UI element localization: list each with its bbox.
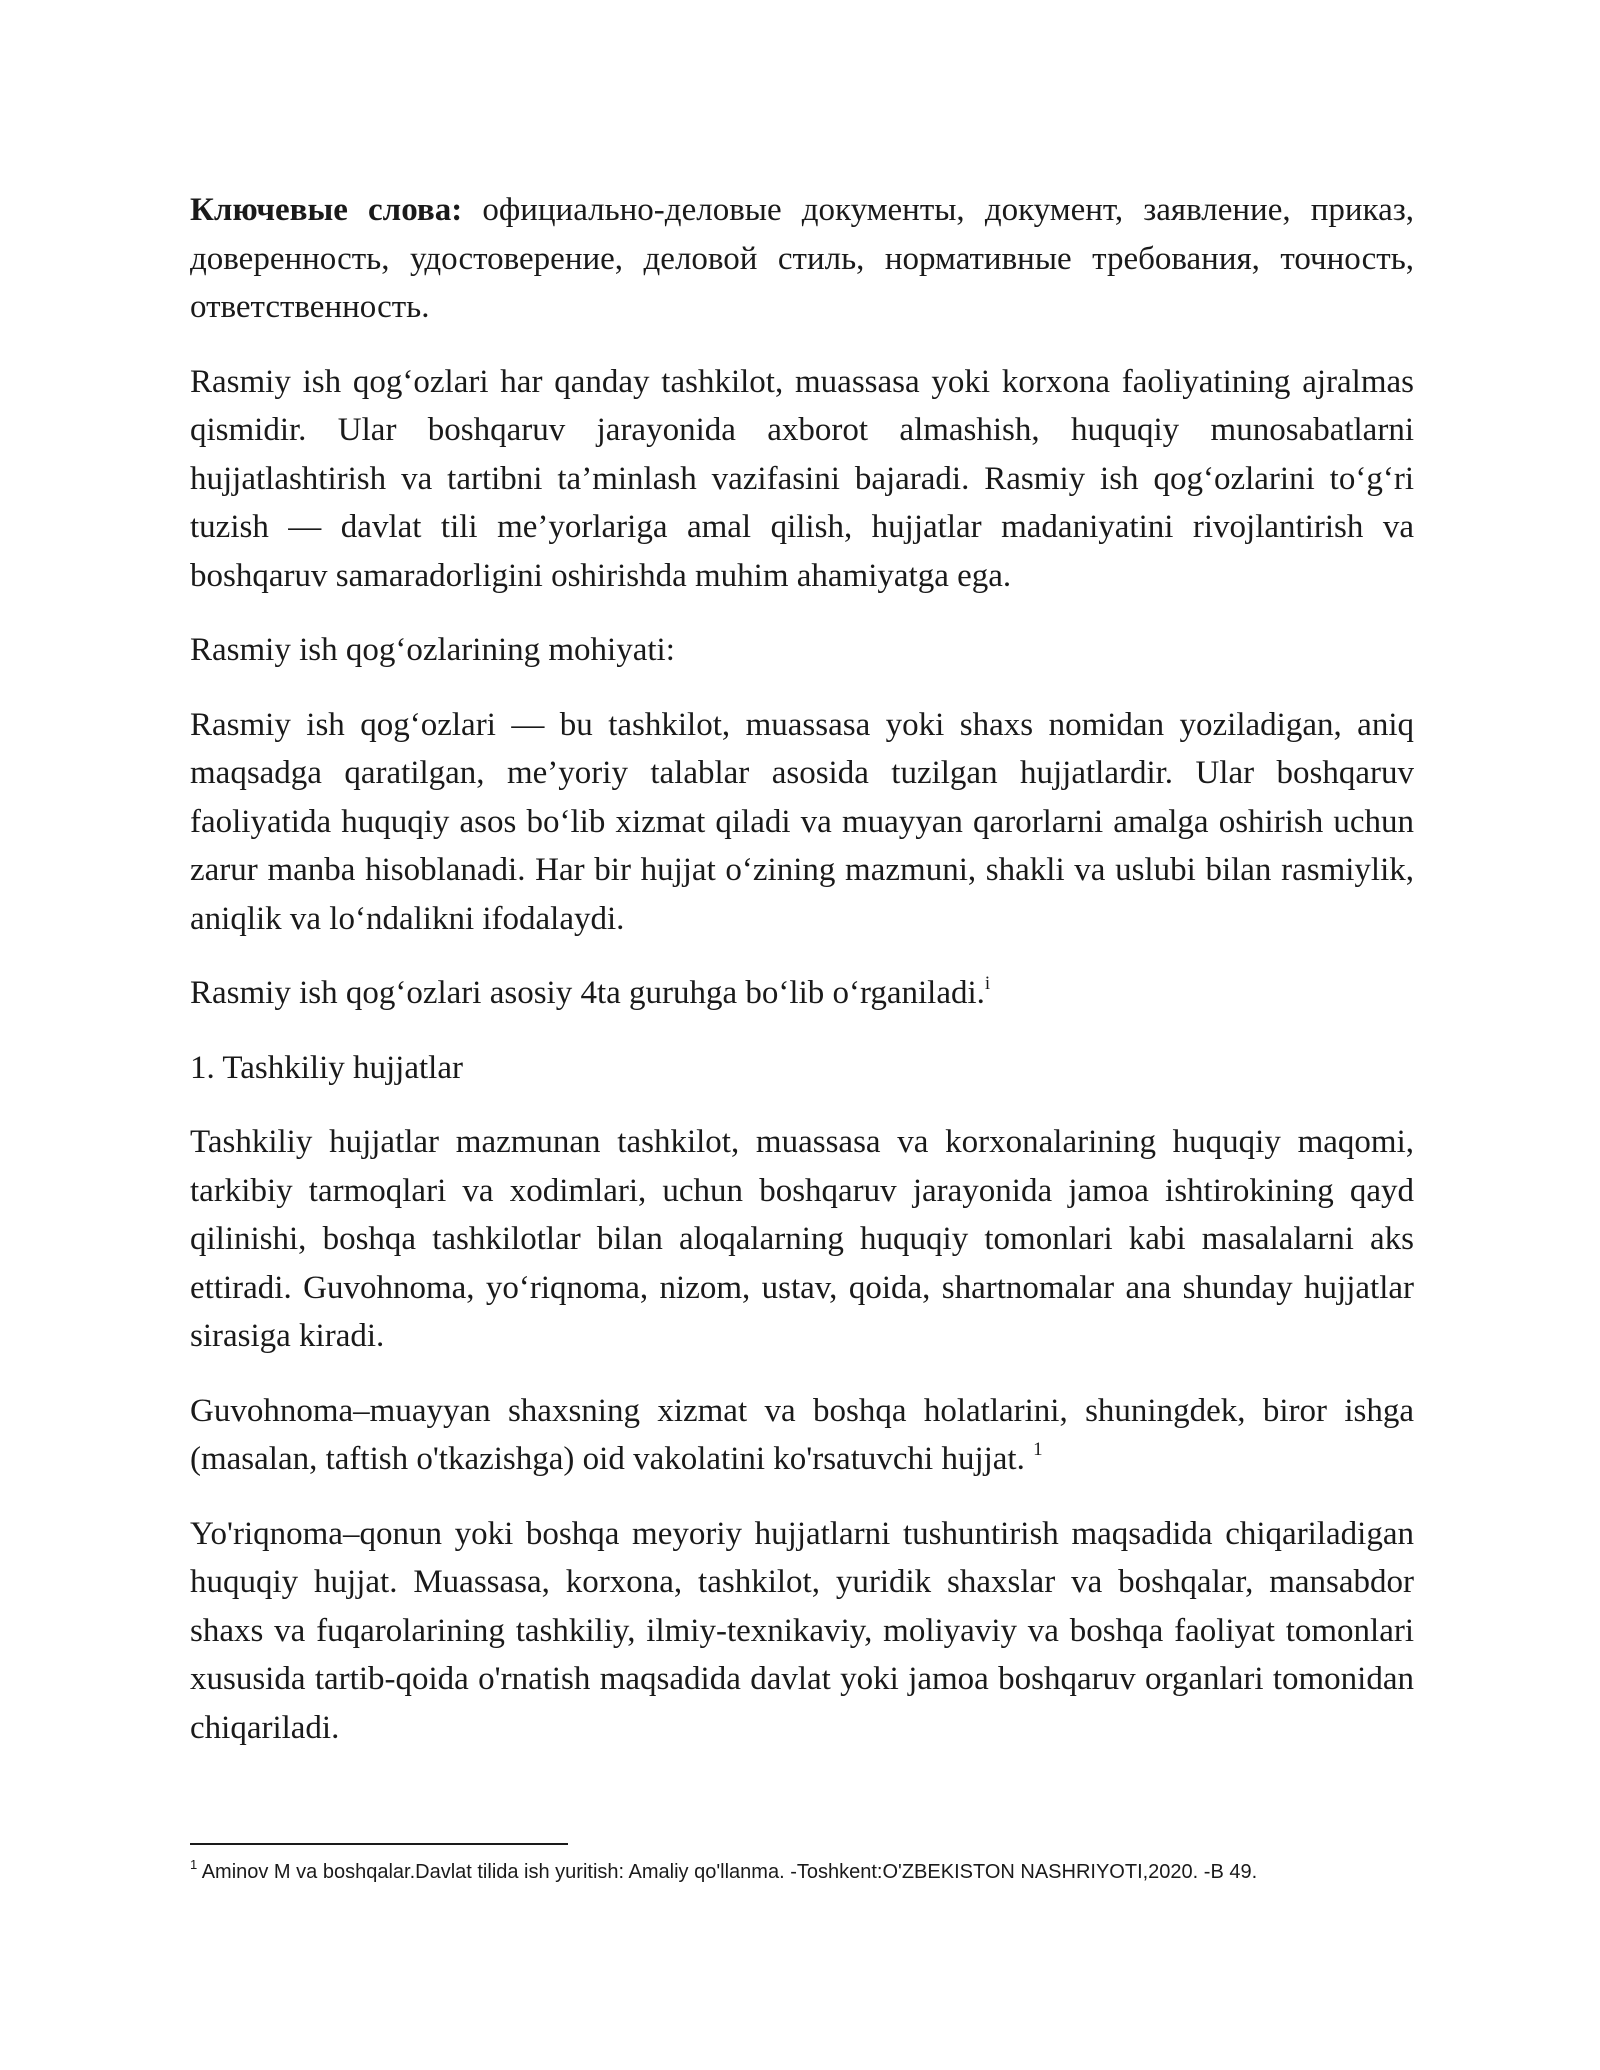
footnote — [190, 1858, 1490, 1886]
footnote-text: Aminov M va boshqalar.Davlat tilida ish yuritish: Amaliy qo'llanma. -Toshkent:O'ZBEKISTON NASHRIYOTI,2020. -B 49. — [197, 1861, 1258, 1883]
section-paragraph: Tashkiliy hujjatlar mazmunan tashkilot, muassasa va korxonalarining huquqiy maqomi, tarkibiy tarmoqlari va xodimlari, uchun boshqaruv jarayonida jamoa ishtirokining qayd qilinishi, boshqa tashkilotlar bilan aloqalarning huquqiy tomonlari kabi masalalarni aks ettiradi. Guvohnoma, yo‘riqnoma, nizom, ustav, qoida, shartnomalar ana shunday hujjatlar sirasiga kiradi. — [190, 1124, 1414, 1354]
footnote-reference: 1 — [1033, 1439, 1043, 1460]
essence-paragraph: Rasmiy ish qog‘ozlari — bu tashkilot, muassasa yoki shaxs nomidan yoziladigan, aniq maqsadga qaratilgan, me’yoriy talablar asosida tuzilgan hujjatlardir. Ular boshqaruv faoliyatida huquqiy asos bo‘lib xizmat qiladi va muayyan qarorlarni amalga oshirish uchun zarur manba hisoblanadi. Har bir hujjat o‘zining mazmuni, shakli va uslubi bilan rasmiylik, aniqlik va lo‘ndalikni ifodalaydi. — [190, 706, 1414, 937]
footnote-marker: 1 — [190, 1857, 198, 1873]
groups-text: Rasmiy ish qog‘ozlari asosiy 4ta guruhga bo‘lib o‘rganiladi. — [190, 975, 985, 1011]
footnote-separator — [190, 1843, 568, 1845]
yoriqnoma-paragraph: Yo'riqnoma–qonun yoki boshqa meyoriy hujjatlarni tushuntirish maqsadida chiqariladigan huquqiy hujjat. Muassasa, korxona, tashkilot, yuridik shaxslar va boshqalar, mansabdor shaxs va fuqarolarining tashkiliy, ilmiy-texnikaviy, moliyaviy va boshqa faoliyat tomonlari xususida tartib-qoida o'rnatish maqsadida davlat yoki jamoa boshqaruv organlari tomonidan chiqariladi. — [190, 1515, 1414, 1746]
guvohnoma-paragraph — [190, 1387, 1414, 1484]
endnote-marker: i — [984, 973, 991, 994]
document-body — [190, 186, 1414, 1778]
guvohnoma-text: Guvohnoma–muayyan shaxsning xizmat va boshqa holatlarini, shuningdek, biror ishga (masalan, taftish o'tkazishga) oid vakolatini ko'rsatuvchi hujjat. — [190, 1392, 1414, 1477]
keywords-text: официально-деловые документы, документ, заявление, приказ, доверенность, удостоверение, деловой стиль, нормативные требования, точность, ответственность. — [190, 192, 1415, 325]
groups-paragraph — [190, 969, 1414, 1018]
keywords-label: Ключевые слова: — [190, 192, 463, 228]
intro-paragraph: Rasmiy ish qog‘ozlari har qanday tashkilot, muassasa yoki korxona faoliyatining ajralmas qismidir. Ular boshqaruv jarayonida axborot almashish, huquqiy munosabatlarni hujjatlashtirish va tartibni ta’minlash vazifasini bajaradi. Rasmiy ish qog‘ozlarini to‘g‘ri tuzish — davlat tili me’yorlariga amal qilish, hujjatlar madaniyatini rivojlantirish va boshqaruv samaradorligini oshirishda muhim ahamiyatga ega. — [190, 363, 1414, 594]
section-heading: 1. Tashkiliy hujjatlar — [190, 1049, 463, 1086]
keywords-paragraph — [190, 186, 1414, 332]
essence-heading: Rasmiy ish qog‘ozlarining mohiyati: — [190, 632, 675, 668]
